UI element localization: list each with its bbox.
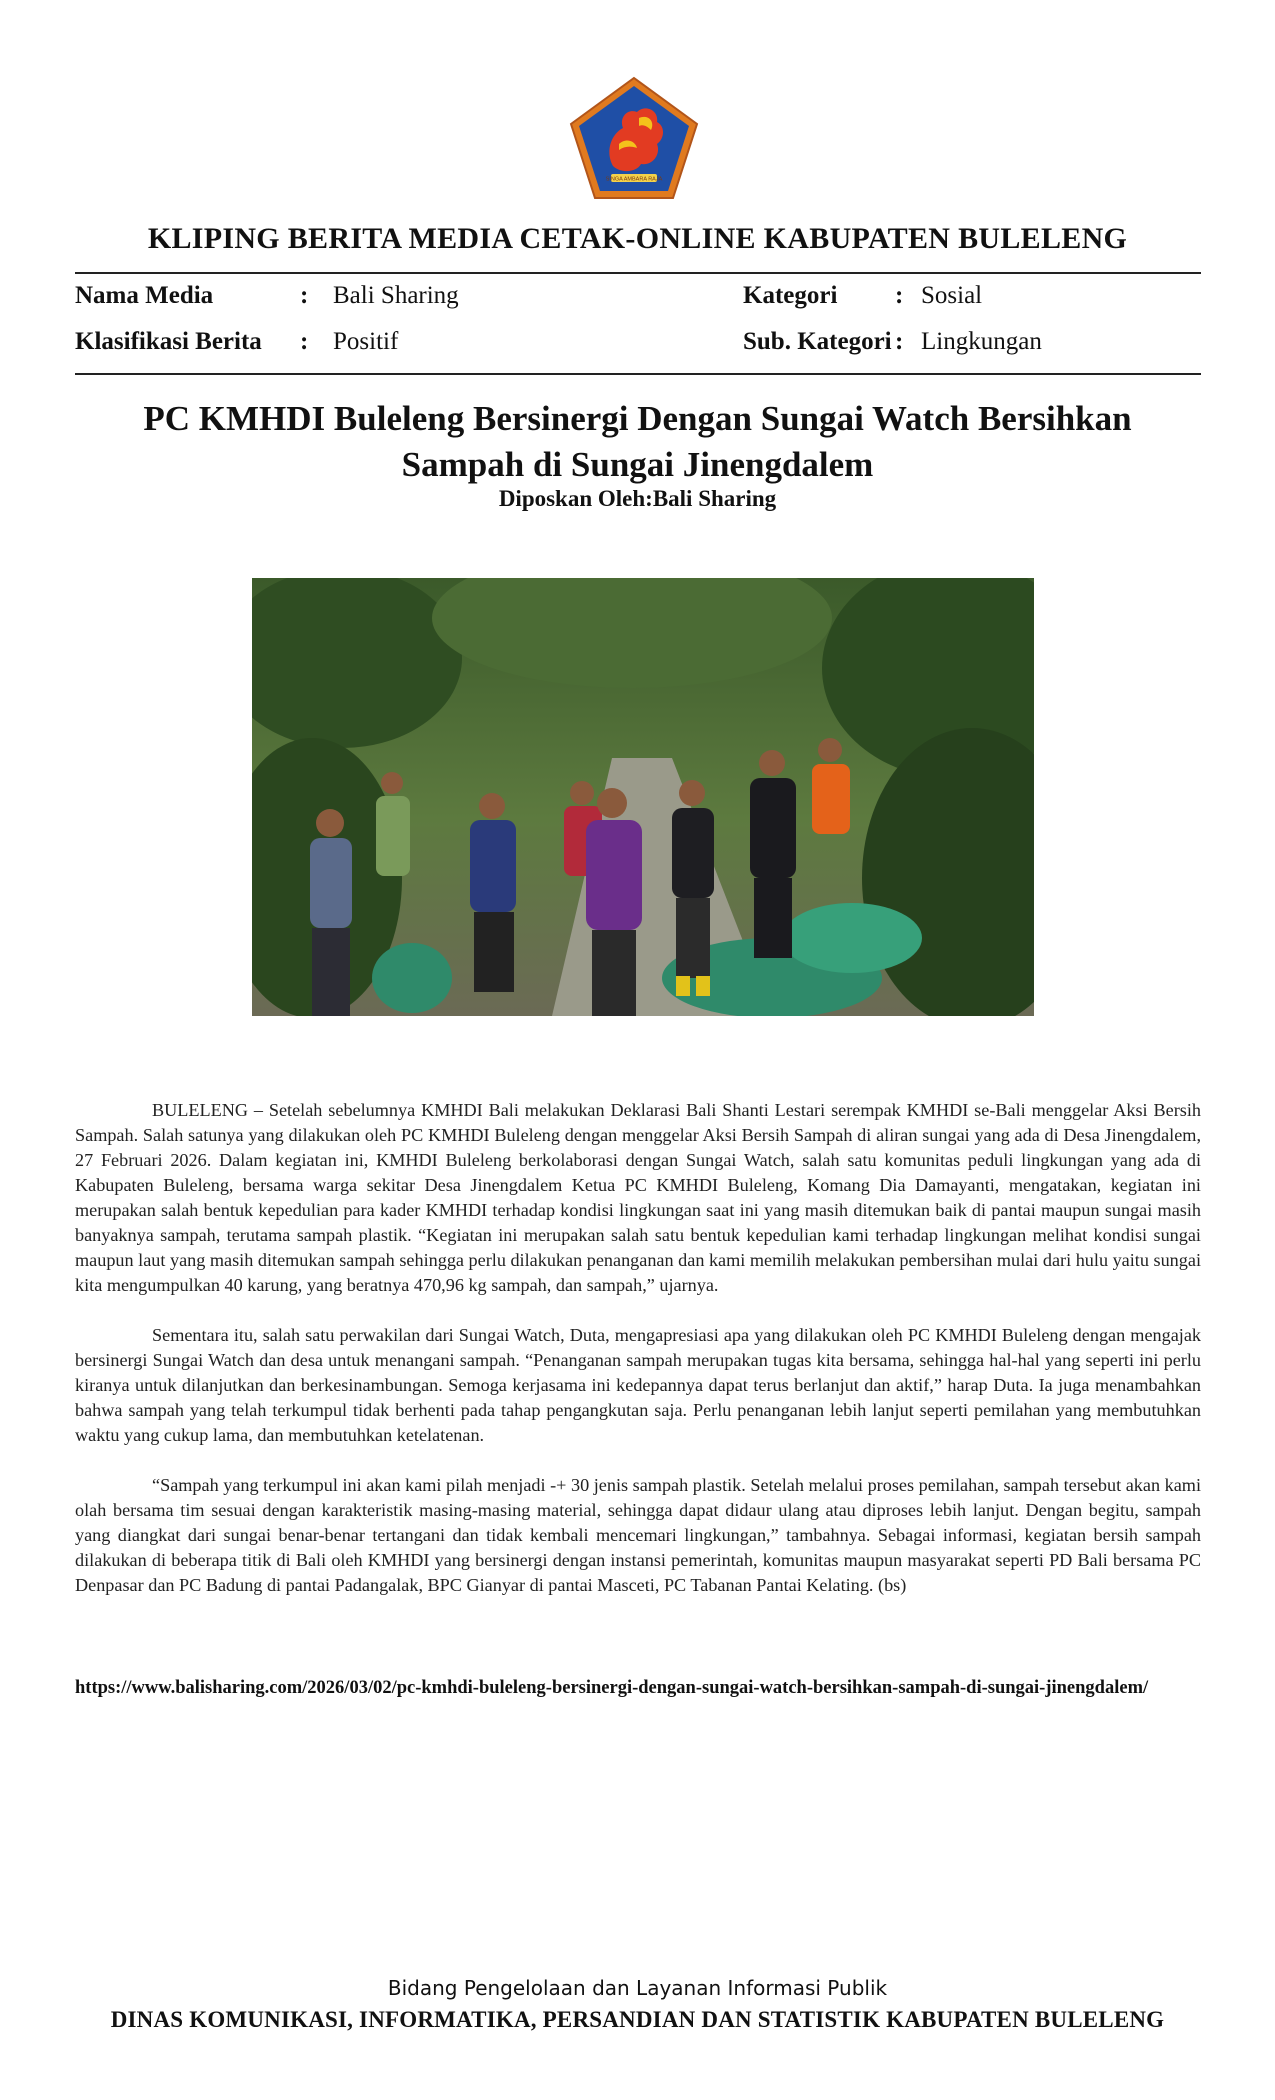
emblem-svg	[565, 74, 703, 204]
klasifikasi-value: Positif	[333, 328, 399, 355]
sub-kategori-colon: :	[895, 328, 904, 355]
kategori-label: Kategori	[743, 282, 838, 309]
meta-row-1	[75, 282, 1201, 322]
article-paragraph-3: “Sampah yang terkumpul ini akan kami pilah menjadi -+ 30 jenis sampah plastik. Setelah melalui proses pemilahan, sampah tersebut akan kami olah bersama tim sesuai dengan karakteristik masing-masing material, sehingga dapat didaur ulang atau diproses lebih lanjut. Dengan begitu, sampah yang diangkat dari sungai benar-benar tertangani dan tidak kembali mencemari lingkungan,” tambahnya. Sebagai informasi, kegiatan bersih sampah dilakukan di beberapa titik di Bali oleh KMHDI yang bersinergi dengan instansi pemerintah, komunitas maupun masyarakat seperti PD Bali bersama PC Denpasar dan PC Badung di pantai Padangalak, BPC Gianyar di pantai Masceti, PC Tabanan Pantai Kelating. (bs)	[75, 1475, 1201, 1595]
header-bottom-rule	[75, 373, 1201, 375]
article-paragraph-2: Sementara itu, salah satu perwakilan dari Sungai Watch, Duta, mengapresiasi apa yang dilakukan oleh PC KMHDI Buleleng dengan mengajak bersinergi Sungai Watch dan desa untuk menangani sampah. “Penanganan sampah merupakan tugas kita bersama, sehingga hal-hal yang seperti ini perlu kiranya untuk dilanjutkan dan berkesinambungan. Semoga kerjasama ini kedepannya dapat terus berlanjut dan aktif,” harap Duta. Ia juga menambahkan bahwa sampah yang telah terkumpul tidak berhenti pada tahap pengangkutan saja. Perlu penanganan lebih lanjut seperti pemilahan yang membutuhkan waktu yang cukup lama, dan membutuhkan ketelatenan.	[75, 1325, 1201, 1445]
sub-kategori-value: Lingkungan	[921, 328, 1042, 355]
nama-media-value: Bali Sharing	[333, 282, 459, 309]
kategori-colon: :	[895, 282, 904, 309]
header-top-rule	[75, 272, 1201, 274]
article-title: PC KMHDI Buleleng Bersinergi Dengan Sungai Watch Bersihkan Sampah di Sungai Jinengdalem	[143, 399, 1132, 484]
article-photo	[252, 578, 1034, 1016]
sub-kategori-label: Sub. Kategori	[743, 328, 892, 355]
document-header-title: KLIPING BERITA MEDIA CETAK-ONLINE KABUPATEN BULELENG	[147, 222, 1128, 255]
meta-row-2	[75, 328, 1201, 368]
footer-division: Bidang Pengelolaan dan Layanan Informasi Publik	[387, 1976, 888, 2000]
footer-agency: DINAS KOMUNIKASI, INFORMATIKA, PERSANDIAN DAN STATISTIK KABUPATEN BULELENG	[110, 2007, 1165, 2032]
article-paragraph-1: BULELENG – Setelah sebelumnya KMHDI Bali melakukan Deklarasi Bali Shanti Lestari serempak KMHDI se-Bali menggelar Aksi Bersih Sampah. Salah satunya yang dilakukan oleh PC KMHDI Buleleng dengan menggelar Aksi Bersih Sampah di aliran sungai yang ada di Desa Jinengdalem, 27 Februari 2026. Dalam kegiatan ini, KMHDI Buleleng berkolaborasi dengan Sungai Watch, salah satu komunitas peduli lingkungan yang ada di Kabupaten Buleleng, bersama warga sekitar Desa Jinengdalem Ketua PC KMHDI Buleleng, Komang Dia Damayanti, mengatakan, kegiatan ini merupakan salah bentuk kepedulian para kader KMHDI terhadap kondisi lingkungan saat ini yang masih ditemukan baik di pantai maupun sungai masih banyaknya sampah, terutama sampah plastik. “Kegiatan ini merupakan salah satu bentuk kepedulian kami terhadap lingkungan melihat kondisi sungai maupun laut yang masih ditemukan sampah sehingga perlu dilakukan penanganan dan kami memilih melakukan pembersihan mulai dari hulu yaitu sungai kita mengumpulkan 40 karung, yang beratnya 470,96 kg sampah, dan sampah,” ujarnya.	[75, 1100, 1201, 1295]
kategori-value: Sosial	[921, 282, 983, 309]
emblem-motto: SINGA AMBARA RAJA	[605, 176, 663, 183]
source-link[interactable]: https://www.balisharing.com/2026/03/02/pc-kmhdi-buleleng-bersinergi-dengan-sungai-watch-bersihkan-sampah-di-sungai-jinengdalem/	[75, 1678, 1149, 1698]
nama-media-label: Nama Media	[75, 282, 214, 309]
group-photo-river-cleanup-icon	[252, 578, 1034, 1016]
klasifikasi-label: Klasifikasi Berita	[75, 328, 262, 355]
article-body	[75, 1098, 1201, 1623]
nama-media-colon: :	[300, 282, 309, 309]
posted-by: Diposkan Oleh:Bali Sharing	[498, 486, 777, 511]
klasifikasi-colon: :	[300, 328, 309, 355]
buleleng-emblem-icon	[565, 74, 703, 204]
